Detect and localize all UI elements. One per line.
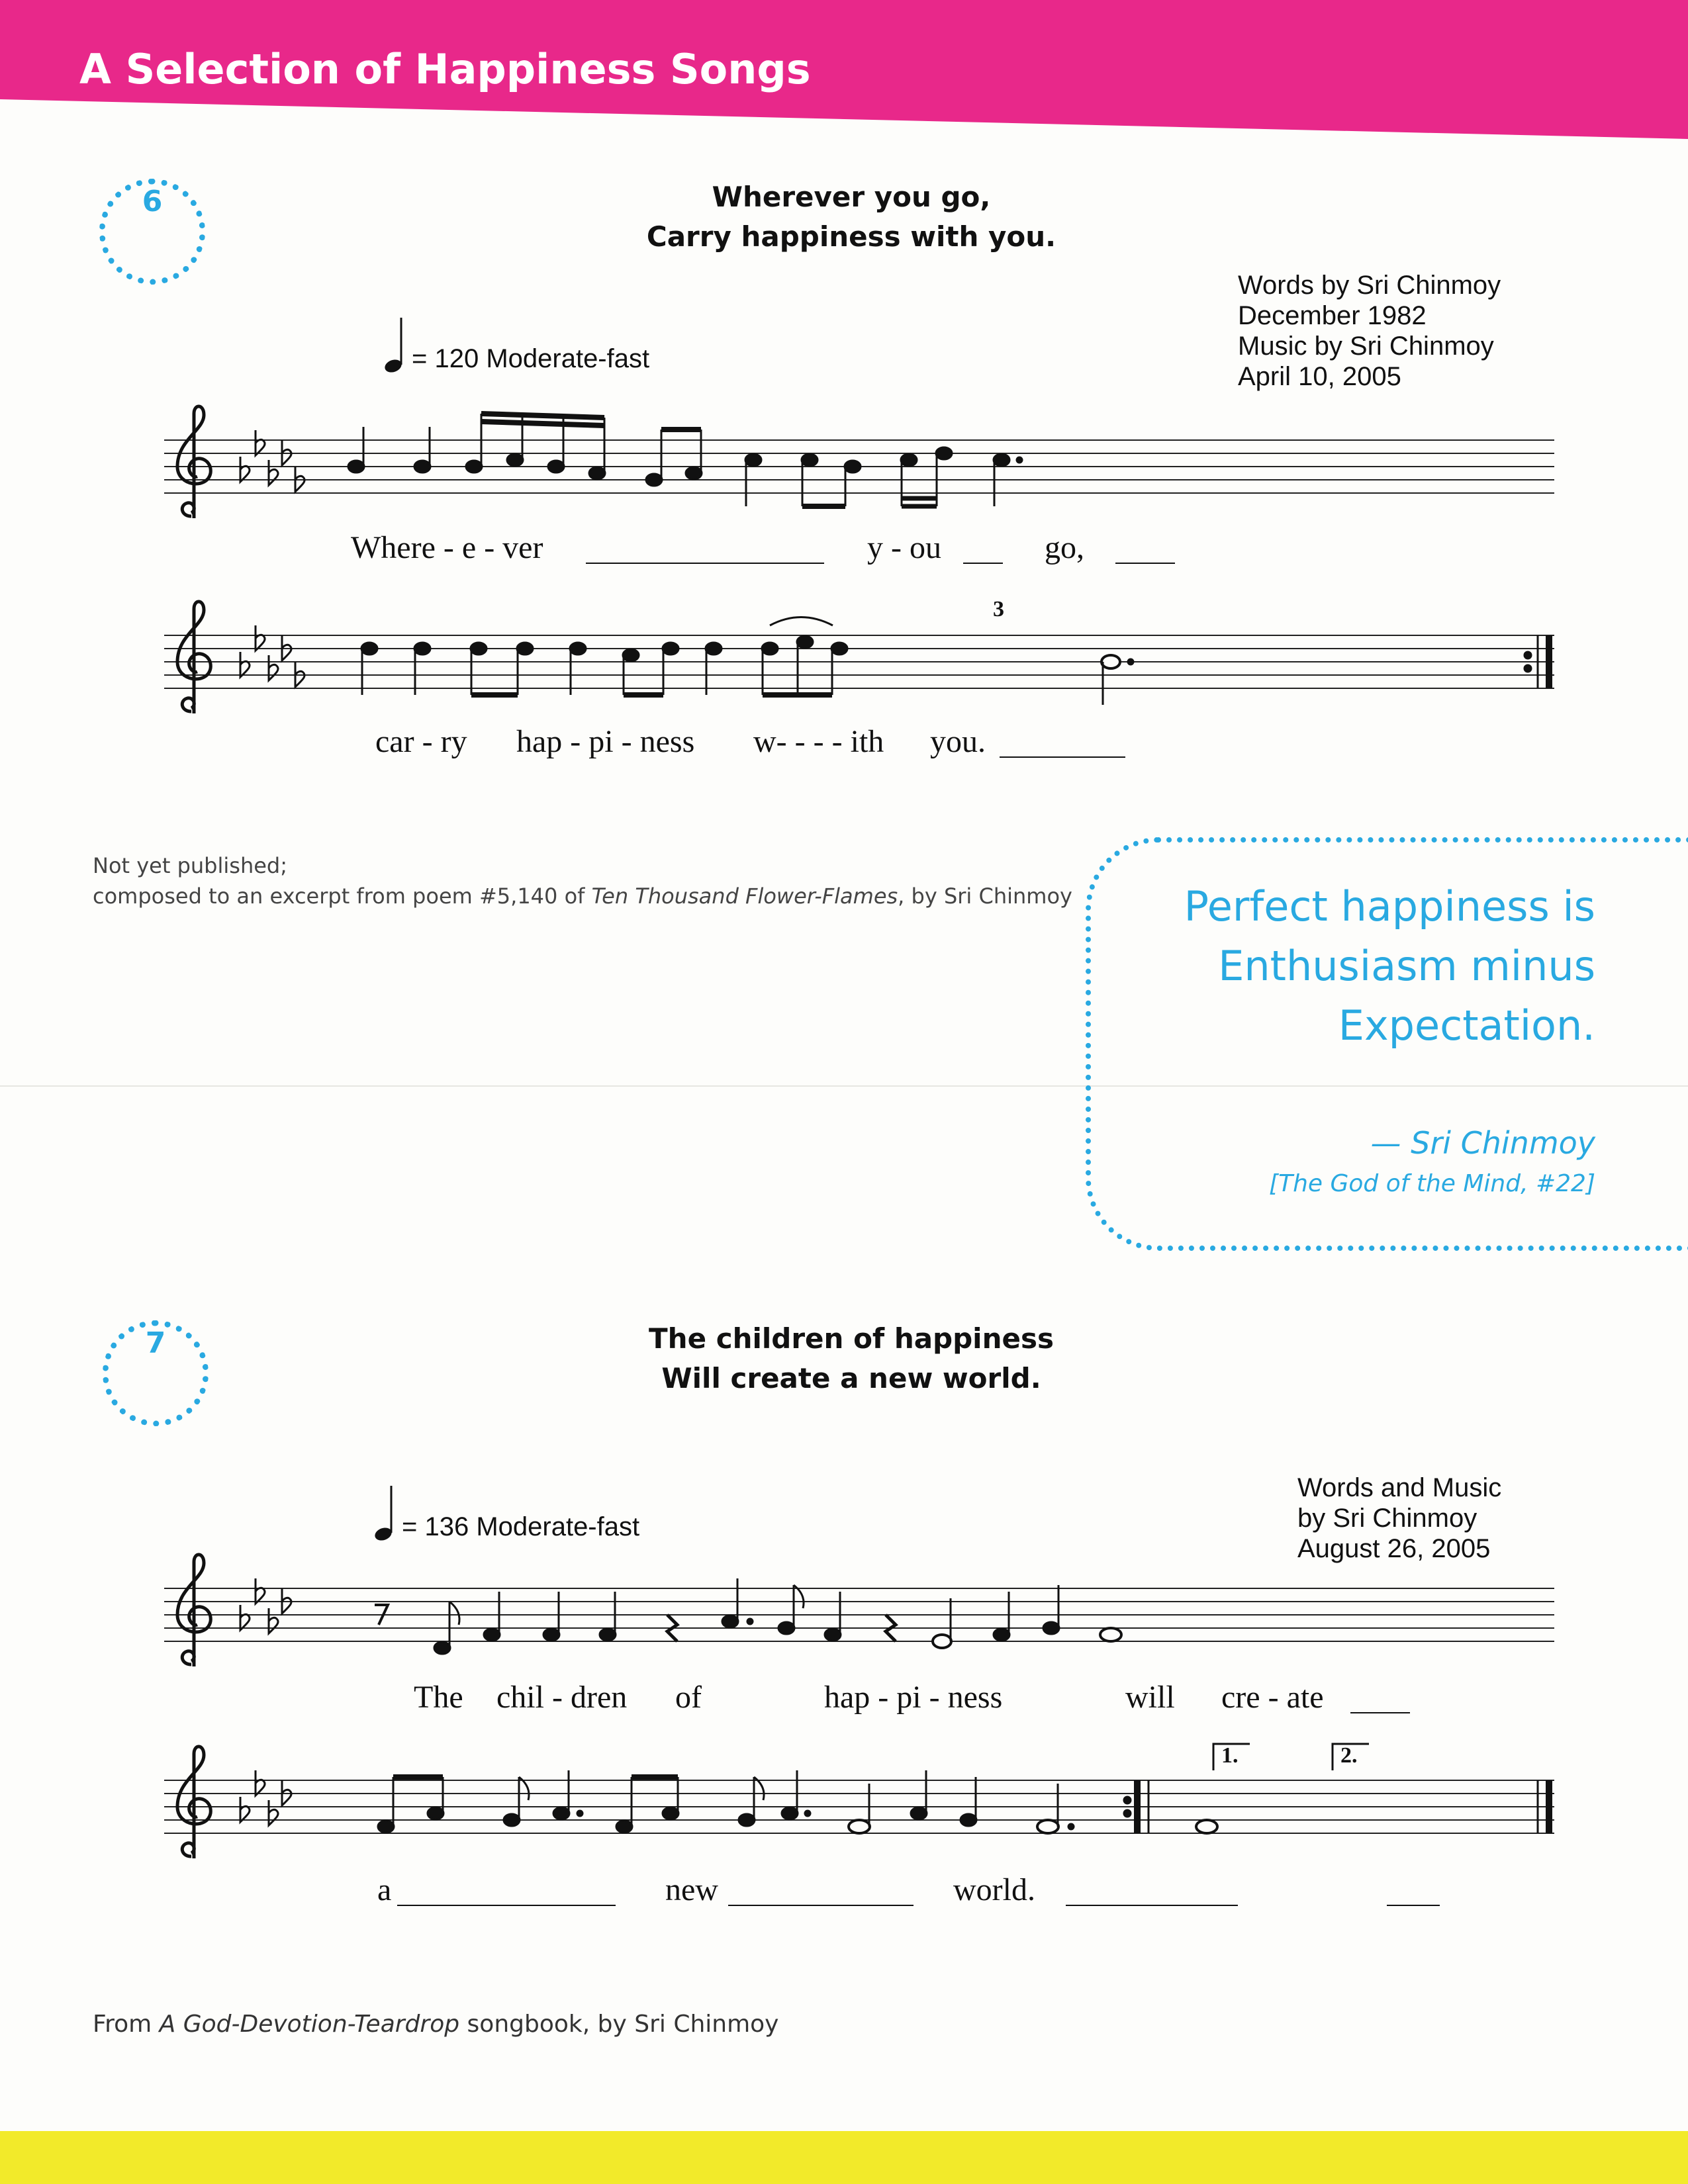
songbook-source xyxy=(93,2011,779,2038)
credit-line: April 10, 2005 xyxy=(1238,362,1401,391)
song-number-badge: 6 xyxy=(99,179,205,285)
credit-line: December 1982 xyxy=(1238,301,1427,330)
tempo-text: = 136 Moderate-fast xyxy=(402,1512,640,1541)
song-title-line: Wherever you go, xyxy=(712,181,991,213)
lyric-segment: you. xyxy=(930,724,986,759)
lyric-segment: new xyxy=(665,1872,718,1907)
source-text: songbook, by Sri Chinmoy xyxy=(459,2011,779,2038)
quote-attribution: — Sri Chinmoy xyxy=(1370,1125,1595,1161)
lyric-segment: will xyxy=(1125,1680,1175,1715)
credit-line: by Sri Chinmoy xyxy=(1297,1504,1477,1533)
song-title-line: The children of happiness xyxy=(649,1322,1054,1355)
lyric-extender xyxy=(1000,756,1125,758)
credit-line: August 26, 2005 xyxy=(1297,1534,1491,1563)
first-ending-label: 1. xyxy=(1221,1743,1239,1768)
lyric-segment: chil - dren xyxy=(496,1680,628,1715)
lyric-segment: car - ry xyxy=(375,724,467,759)
note-text: composed to an excerpt from poem #5,140 of xyxy=(93,884,592,909)
song-title-line: Will create a new world. xyxy=(661,1362,1041,1394)
lyric-segment: w- - - - ith xyxy=(753,724,884,759)
music-staff xyxy=(164,596,1554,728)
source-text: From xyxy=(93,2011,160,2038)
lyric-segment: The xyxy=(414,1680,463,1715)
publication-note xyxy=(93,850,1072,911)
quote-source: [The God of the Mind, #22] xyxy=(1269,1170,1595,1197)
music-staff xyxy=(164,400,1554,533)
book-title: Ten Thousand Flower-Flames xyxy=(591,884,898,909)
second-ending-label: 2. xyxy=(1340,1743,1358,1768)
music-staff xyxy=(164,1549,1554,1681)
song-credits xyxy=(1238,270,1501,392)
lyric-segment: a xyxy=(377,1872,392,1907)
lyric-segment: go, xyxy=(1045,530,1084,565)
quote-line: Enthusiasm minus xyxy=(1218,942,1595,990)
lyric-extender xyxy=(728,1905,914,1906)
lyric-extender xyxy=(1115,563,1175,564)
lyric-extender xyxy=(1350,1712,1410,1713)
quarter-note-icon xyxy=(384,314,406,374)
lyric-segment: hap - pi - ness xyxy=(824,1680,1003,1715)
song-title xyxy=(520,1319,1182,1398)
quote-text xyxy=(1184,877,1595,1056)
lyric-extender xyxy=(397,1905,616,1906)
song-number-badge: 7 xyxy=(103,1320,209,1426)
note-text: , by Sri Chinmoy xyxy=(898,884,1072,909)
lyric-segment: hap - pi - ness xyxy=(516,724,695,759)
tempo-marking xyxy=(374,1482,639,1542)
credit-line: Words and Music xyxy=(1297,1473,1502,1502)
song-title-line: Carry happiness with you. xyxy=(646,220,1056,253)
footer-band xyxy=(0,2131,1688,2184)
lyric-segment: y - ou xyxy=(867,530,941,565)
lyric-segment: world. xyxy=(953,1872,1035,1907)
quote-line: Perfect happiness is xyxy=(1184,882,1595,931)
note-line: Not yet published; xyxy=(93,853,287,878)
lyric-extender xyxy=(963,563,1003,564)
song-title xyxy=(520,177,1182,257)
quarter-note-icon xyxy=(374,1482,397,1542)
page-title: A Selection of Happiness Songs xyxy=(79,45,811,93)
tempo-text: = 120 Moderate-fast xyxy=(412,344,650,373)
triplet-mark: 3 xyxy=(993,597,1004,621)
note-line xyxy=(93,881,1072,911)
tempo-marking xyxy=(384,314,649,374)
lyric-extender xyxy=(586,563,824,564)
quote-line: Expectation. xyxy=(1338,1001,1595,1050)
credit-line: Words by Sri Chinmoy xyxy=(1238,271,1501,300)
lyric-extender xyxy=(1066,1905,1238,1906)
lyric-segment: Where - e - ver xyxy=(351,530,543,565)
credit-line: Music by Sri Chinmoy xyxy=(1238,332,1494,361)
songbook-title: A God-Devotion-Teardrop xyxy=(159,2011,460,2038)
lyric-extender xyxy=(1387,1905,1440,1906)
lyric-segment: cre - ate xyxy=(1221,1680,1324,1715)
lyric-segment: of xyxy=(675,1680,702,1715)
